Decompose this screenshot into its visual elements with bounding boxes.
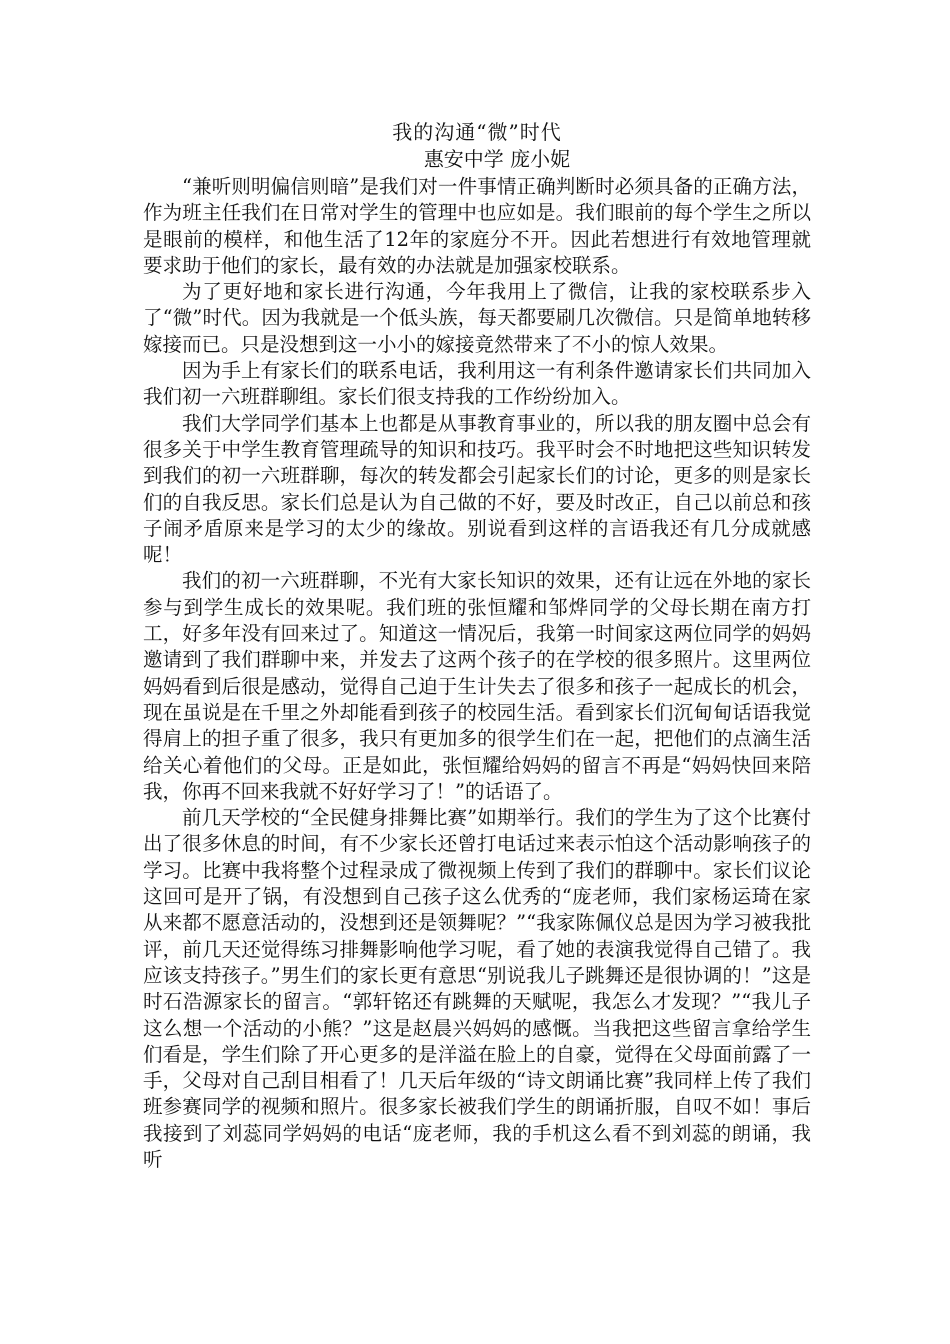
paragraph: 我们的初一六班群聊，不光有大家长知识的效果，还有让远在外地的家长参与到学生成长的效果呢。我们班的张恒耀和邹烨同学的父母长期在南方打工，好多年没有回来过了。知道这一情况后，我第一时间家这两位同学的妈妈邀请到了我们群聊中来，并发去了这两个孩子的在学校的很多照片。这里两位妈妈看到后很是感动，觉得自己迫于生计失去了很多和孩子一起成长的机会，现在虽说是在千里之外却能看到孩子的校园生活。看到家长们沉甸甸话语我觉得肩上的担子重了很多，我只有更加多的很学生们在一起，把他们的点滴生活给关心着他们的父母。正是如此，张恒耀给妈妈的留言不再是“妈妈快回来陪我，你再不回来我就不好好学习了！”的话语了。: [143, 569, 811, 803]
paragraph: 我们大学同学们基本上也都是从事教育事业的，所以我的朋友圈中总会有很多关于中学生教育管理疏导的知识和技巧。我平时会不时地把这些知识转发到我们的初一六班群聊，每次的转发都会引起家长们的讨论，更多的则是家长们的自我反思。家长们总是认为自己做的不好，要及时改正，自己以前总和孩子闹矛盾原来是学习的太少的缘故。别说看到这样的言语我还有几分成就感呢！: [143, 411, 811, 567]
paragraph: 前几天学校的“全民健身排舞比赛”如期举行。我们的学生为了这个比赛付出了很多休息的时间，有不少家长还曾打电话过来表示怕这个活动影响孩子的学习。比赛中我将整个过程录成了微视频上传到了我们的群聊中。家长们议论这回可是开了锅，有没想到自己孩子这么优秀的“庞老师，我们家杨运琦在家从来都不愿意活动的，没想到还是领舞呢？”“我家陈佩仪总是因为学习被我批评，前几天还觉得练习排舞影响他学习呢，看了她的表演我觉得自己错了。我应该支持孩子。”男生们的家长更有意思“别说我儿子跳舞还是很协调的！”这是时石浩源家长的留言。“郭轩铭还有跳舞的天赋呢，我怎么才发现？”“我儿子这么想一个活动的小熊？”这是赵晨兴妈妈的感慨。当我把这些留言拿给学生们看是，学生们除了开心更多的是洋溢在脸上的自豪，觉得在父母面前露了一手，父母对自己刮目相看了！几天后年级的“诗文朗诵比赛”我同样上传了我们班参赛同学的视频和照片。很多家长被我们学生的朗诵折服，自叹不如！事后我接到了刘蕊同学妈妈的电话“庞老师，我的手机这么看不到刘蕊的朗诵，我听: [143, 806, 811, 1171]
document-author: 惠安中学 庞小妮: [423, 147, 571, 171]
paragraph: 为了更好地和家长进行沟通，今年我用上了微信，让我的家校联系步入了“微”时代。因为我就是一个低头族，每天都要刷几次微信。只是简单地转移嫁接而已。只是没想到这一小小的嫁接竟然带来了不小的惊人效果。: [143, 280, 811, 356]
document-page: [143, 118, 811, 1173]
document-title: 我的沟通“微”时代: [392, 120, 562, 144]
paragraph: 因为手上有家长们的联系电话，我利用这一有利条件邀请家长们共同加入我们初一六班群聊组。家长们很支持我的工作纷纷加入。: [143, 359, 811, 409]
paragraph: “兼听则明偏信则暗”是我们对一件事情正确判断时必须具备的正确方法，作为班主任我们在日常对学生的管理中也应如是。我们眼前的每个学生之所以是眼前的模样，和他生活了12年的家庭分不开。因此若想进行有效地管理就要求助于他们的家长，最有效的办法就是加强家校联系。: [143, 175, 811, 277]
